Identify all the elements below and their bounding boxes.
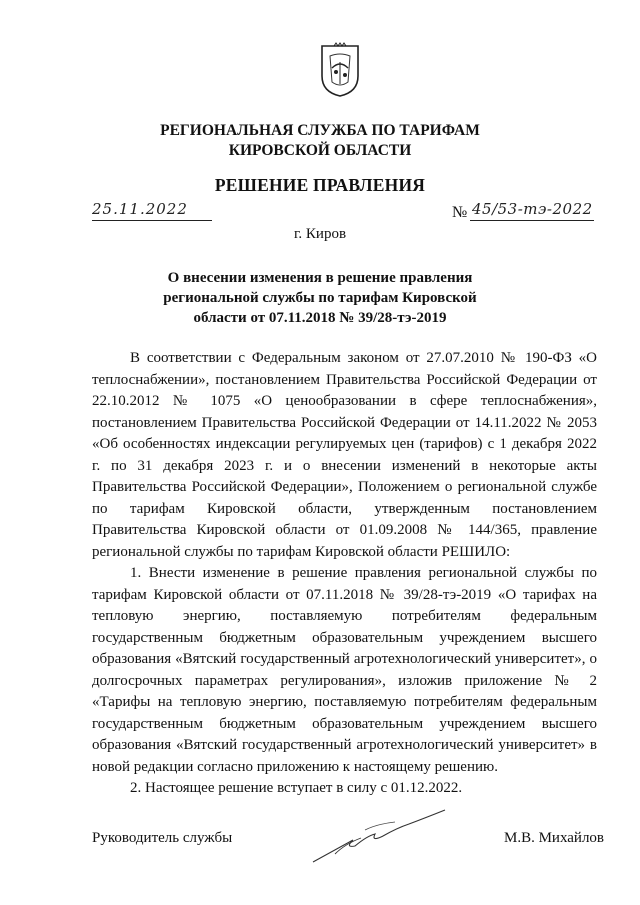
subject-line1: О внесении изменения в решение правления: [167, 270, 473, 286]
preamble-paragraph: [92, 348, 597, 563]
document-body: [92, 348, 597, 800]
organization-name-line2: КИРОВСКОЙ ОБЛАСТИ: [228, 142, 412, 159]
decision-keyword: РЕШИЛО:: [441, 543, 511, 560]
organization-name-line1: РЕГИОНАЛЬНАЯ СЛУЖБА ПО ТАРИФАМ: [160, 122, 480, 139]
decision-item-2: 2. Настоящее решение вступает в силу с 01.12.2022.: [130, 780, 463, 796]
number-label: №: [452, 204, 468, 221]
subject-line2: региональной службы по тарифам Кировской: [163, 290, 477, 306]
preamble-text: В соответствии с Федеральным законом от 27.07.2010 № 190-ФЗ «О теплоснабжении», постановлением Правительства Российской Федерации от 22.10.2012 № 1075 «О ценообразовании в сфере теплоснабжения», постановлением Правительства Российской Федерации от 14.11.2022 № 2053 «Об особенностях индексации регулируемых цен (тарифов) с 1 декабря 2022 г. по 31 декабря 2023 г. и о внесении изменений в некоторые акты Правительства Российской Федерации», Положением о региональной службе по тарифам Кировской области, утвержденным постановлением Правительства Кировской области от 01.09.2008 № 144/365, правление региональной службы по тарифам Кировской области: [92, 350, 597, 560]
number-underline: [470, 220, 594, 221]
document-title: РЕШЕНИЕ ПРАВЛЕНИЯ: [214, 175, 426, 195]
signatory-name: М.В. Михайлов: [504, 830, 605, 846]
decision-item-1: 1. Внести изменение в решение правления региональной службы по тарифам Кировской области от 07.11.2018 № 39/28-тэ-2019 «О тарифах на тепловую энергию, поставляемую потребителям федеральным государственным бюджетным образовательным учреждением высшего образования «Вятский государственный агротехнологический университет», о долгосрочных параметрах регулирования», изложив приложение № 2 «Тарифы на тепловую энергию, поставляемую потребителям федеральным государственным бюджетным образовательным учреждением высшего образования «Вятский государственный агротехнологический университет» в новой редакции согласно приложению к настоящему решению.: [92, 565, 597, 775]
city: г. Киров: [293, 226, 347, 242]
date-underline: [92, 220, 212, 221]
signatory-role: Руководитель службы: [92, 830, 233, 846]
document-subject: [150, 268, 490, 328]
coat-of-arms-emblem: [318, 42, 362, 98]
subject-line3: области от 07.11.2018 № 39/28-тэ-2019: [193, 310, 447, 326]
handwritten-signature: [305, 800, 455, 875]
document-date: 25.11.2022: [92, 200, 188, 218]
document-number: 45/53-тэ-2022: [472, 200, 593, 218]
